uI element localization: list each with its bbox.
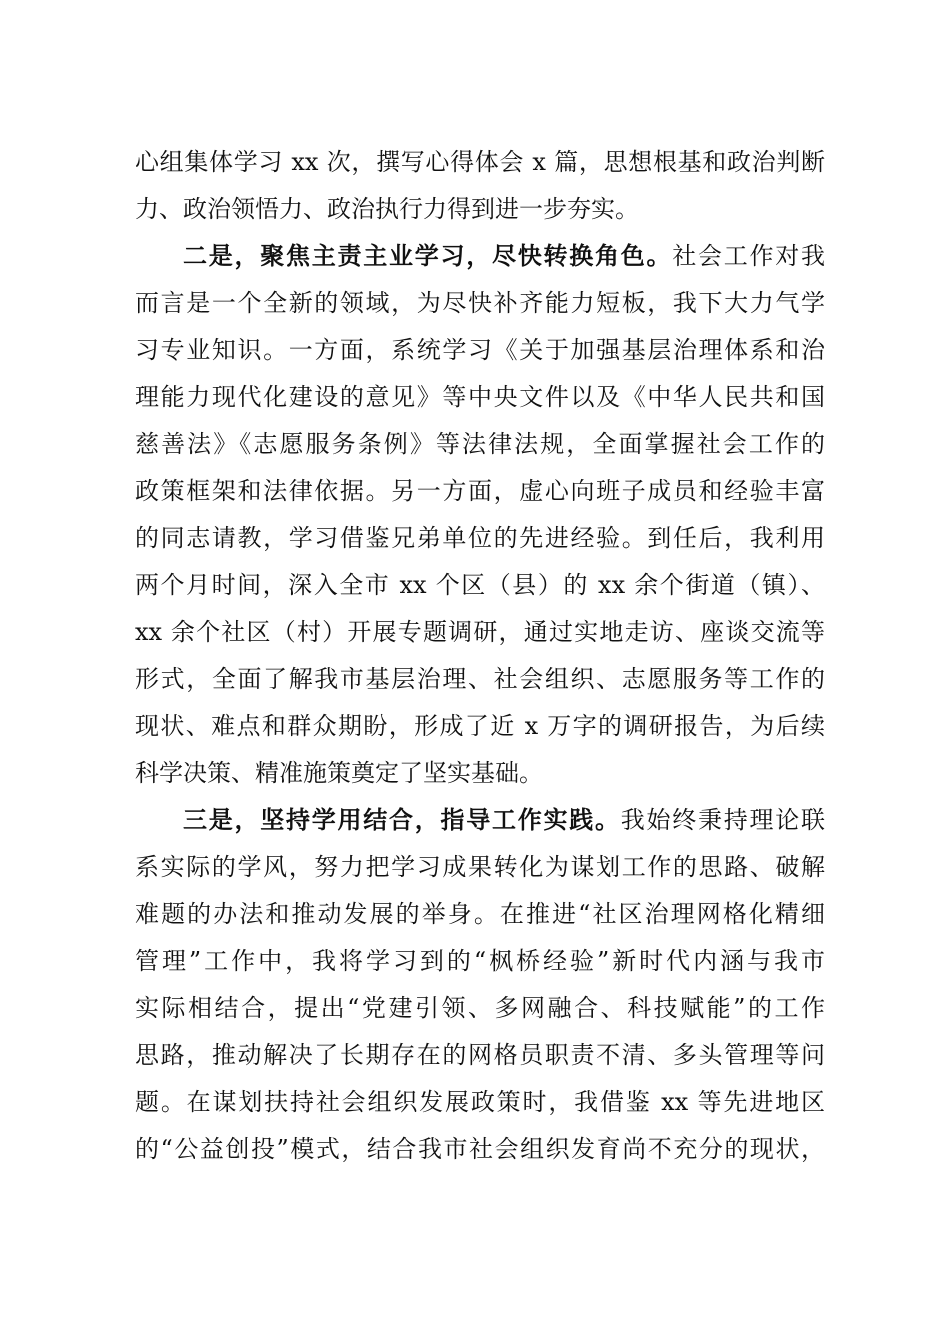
text-line: 系实际的学风，努力把学习成果转化为谋划工作的思路、破解 xyxy=(135,853,825,881)
text-line: 心组集体学习 xx 次，撰写心得体会 x 篇，思想根基和政治判断 xyxy=(135,148,825,176)
text-line: 形式，全面了解我市基层治理、社会组织、志愿服务等工作的 xyxy=(135,665,825,693)
text-line: 科学决策、精准施策奠定了坚实基础。 xyxy=(135,759,543,787)
text-line: 的同志请教，学习借鉴兄弟单位的先进经验。到任后，我利用 xyxy=(135,524,825,552)
paragraph-two-heading: 二是，聚焦主责主业学习，尽快转换角色。 xyxy=(183,241,673,270)
paragraph-two-first-line: 二是，聚焦主责主业学习，尽快转换角色。社会工作对我 xyxy=(183,241,825,270)
text-line: 理能力现代化建设的意见》等中央文件以及《中华人民共和国 xyxy=(135,383,825,411)
text-line: 两个月时间，深入全市 xx 个区（县）的 xx 余个街道（镇）、 xyxy=(135,571,825,599)
text-line: 难题的办法和推动发展的举身。在推进“社区治理网格化精细 xyxy=(135,900,825,928)
text-line: 而言是一个全新的领域，为尽快补齐能力短板，我下大力气学 xyxy=(135,289,825,317)
paragraph-three-first-line: 三是，坚持学用结合，指导工作实践。我始终秉持理论联 xyxy=(183,805,825,834)
text-line: xx 余个社区（村）开展专题调研，通过实地走访、座谈交流等 xyxy=(135,618,825,646)
text-line: 的“公益创投”模式，结合我市社会组织发育尚不充分的现状， xyxy=(135,1135,825,1163)
text-line: 题。在谋划扶持社会组织发展政策时，我借鉴 xx 等先进地区 xyxy=(135,1088,825,1116)
text-line: 政策框架和法律依据。另一方面，虚心向班子成员和经验丰富 xyxy=(135,477,825,505)
text-line: 实际相结合，提出“党建引领、多网融合、科技赋能”的工作 xyxy=(135,994,825,1022)
text-line: 思路，推动解决了长期存在的网格员职责不清、多头管理等问 xyxy=(135,1041,825,1069)
text-line: 习专业知识。一方面，系统学习《关于加强基层治理体系和治 xyxy=(135,336,825,364)
paragraph-three-heading: 三是，坚持学用结合，指导工作实践。 xyxy=(183,805,621,834)
text-line: 慈善法》《志愿服务条例》等法律法规，全面掌握社会工作的 xyxy=(135,430,825,458)
text-line: 现状、难点和群众期盼，形成了近 x 万字的调研报告，为后续 xyxy=(135,712,825,740)
text-line: 力、政治领悟力、政治执行力得到进一步夯实。 xyxy=(135,195,639,223)
text-line: 管理”工作中，我将学习到的“枫桥经验”新时代内涵与我市 xyxy=(135,947,825,975)
